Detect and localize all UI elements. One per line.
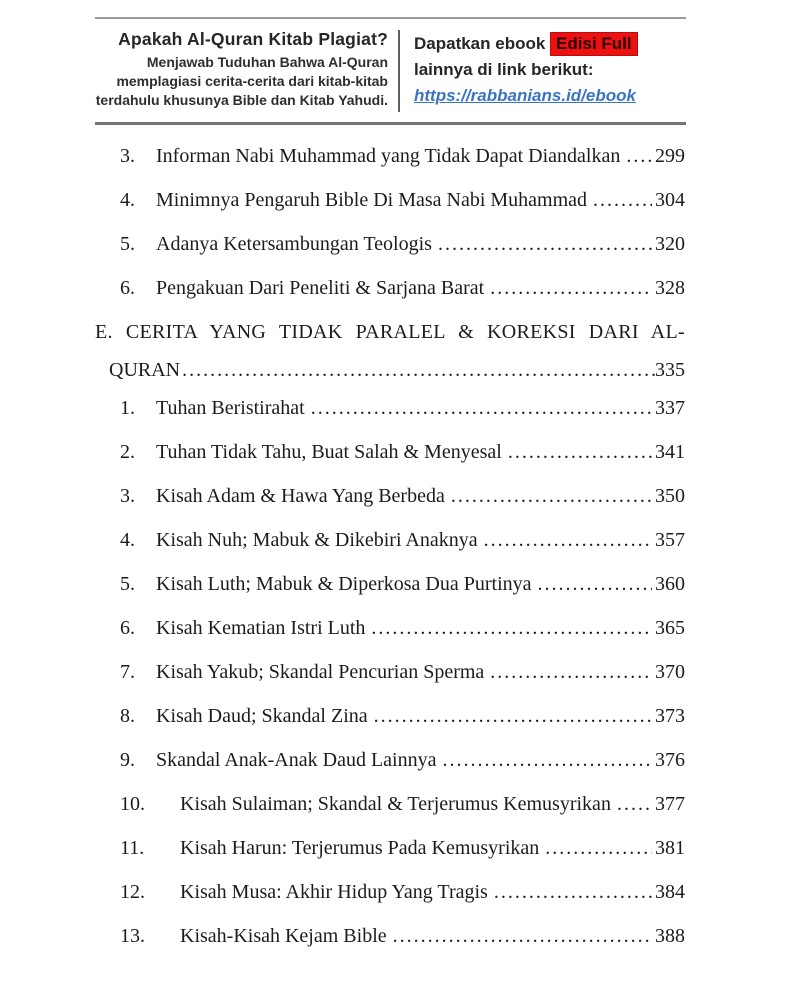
toc-entry [95, 794, 685, 815]
ebook-link[interactable]: https://rabbanians.id/ebook [414, 86, 636, 105]
ebook-promo-block [400, 19, 686, 122]
toc-entry-page: 357 [655, 529, 685, 551]
dot-leader [311, 398, 652, 419]
toc-entry-title: Kisah Nuh; Mabuk & Dikebiri Anaknya [156, 529, 478, 551]
toc-entry-title: Minimnya Pengaruh Bible Di Masa Nabi Muhammad [156, 189, 588, 211]
toc-section-line1: E. CERITA YANG TIDAK PARALEL & KOREKSI DARI AL- [95, 321, 685, 343]
toc-list [95, 146, 685, 970]
toc-entry-number: 13. [120, 925, 145, 947]
toc-entry-page: 370 [655, 661, 685, 683]
dot-leader [484, 530, 652, 551]
toc-entry-title: Kisah Yakub; Skandal Pencurian Sperma [156, 661, 485, 683]
book-info-block [95, 19, 398, 122]
toc-entry-page: 304 [655, 189, 685, 211]
toc-entry-title: Kisah Musa: Akhir Hidup Yang Tragis [180, 881, 488, 903]
dot-leader [451, 486, 652, 507]
toc-entry [95, 278, 685, 299]
toc-entry [95, 146, 685, 167]
toc-entry-page: 381 [655, 837, 685, 859]
dot-leader [538, 574, 653, 595]
toc-entry-number: 5. [120, 233, 135, 255]
toc-section-page: 335 [655, 359, 685, 381]
toc-entry [95, 442, 685, 463]
toc-entry [95, 486, 685, 507]
toc-entry-page: 299 [655, 145, 685, 167]
toc-entry [95, 662, 685, 683]
toc-entry-page: 360 [655, 573, 685, 595]
toc-entry-title: Kisah-Kisah Kejam Bible [180, 925, 387, 947]
toc-entry [95, 398, 685, 419]
toc-entry [95, 706, 685, 727]
toc-entry-title: Tuhan Beristirahat [156, 397, 305, 419]
toc-entry-title: Informan Nabi Muhammad yang Tidak Dapat Diandalkan [156, 145, 621, 167]
book-subtitle-line-1: Menjawab Tuduhan Bahwa Al-Quran [146, 54, 388, 70]
toc-entry [95, 530, 685, 551]
toc-entry-title: Kisah Adam & Hawa Yang Berbeda [156, 485, 445, 507]
toc-entry-number: 3. [120, 485, 135, 507]
toc-entry [95, 618, 685, 639]
toc-entry-title: Kisah Daud; Skandal Zina [156, 705, 368, 727]
toc-entry-title: Kisah Luth; Mabuk & Diperkosa Dua Purtinya [156, 573, 532, 595]
dot-leader [494, 882, 652, 903]
toc-entry [95, 750, 685, 771]
toc-entry-number: 6. [120, 617, 135, 639]
toc-entry-page: 376 [655, 749, 685, 771]
toc-entry [95, 190, 685, 211]
toc-entry-page: 384 [655, 881, 685, 903]
toc-entry-page: 373 [655, 705, 685, 727]
toc-entry [95, 838, 685, 859]
toc-entry-number: 2. [120, 441, 135, 463]
toc-entry-number: 6. [120, 277, 135, 299]
book-subtitle-line-2: memplagiasi cerita-cerita dari kitab-kitab [116, 73, 388, 89]
toc-entry-title: Kisah Sulaiman; Skandal & Terjerumus Kemusyrikan [180, 793, 611, 815]
toc-entry-number: 4. [120, 189, 135, 211]
toc-entry-title: Adanya Ketersambungan Teologis [156, 233, 432, 255]
dot-leader [508, 442, 652, 463]
book-subtitle-line-3: terdahulu khusunya Bible dan Kitab Yahudi. [95, 92, 388, 108]
toc-entry-title: Kisah Kematian Istri Luth [156, 617, 366, 639]
promo-line-1 [414, 31, 686, 57]
toc-entry-number: 12. [120, 881, 145, 903]
toc-entry-page: 337 [655, 397, 685, 419]
toc-entry-page: 350 [655, 485, 685, 507]
dot-leader [617, 794, 652, 815]
dot-leader [371, 618, 652, 639]
dot-leader [490, 278, 652, 299]
toc-entry-page: 341 [655, 441, 685, 463]
toc-entry-page: 328 [655, 277, 685, 299]
toc-entry-number: 1. [120, 397, 135, 419]
toc-section-line2-row [95, 360, 685, 381]
toc-entry [95, 926, 685, 947]
toc-entry-number: 5. [120, 573, 135, 595]
toc-entry-page: 377 [655, 793, 685, 815]
toc-entry [95, 234, 685, 255]
dot-leader [182, 360, 655, 381]
toc-entry-title: Skandal Anak-Anak Daud Lainnya [156, 749, 437, 771]
toc-section-heading [95, 322, 685, 381]
toc-entry-number: 8. [120, 705, 135, 727]
promo-line-2: lainnya di link berikut: [414, 60, 594, 79]
dot-leader [442, 750, 652, 771]
toc-entry-number: 11. [120, 837, 145, 859]
book-title: Apakah Al-Quran Kitab Plagiat? [118, 29, 388, 49]
toc-entry-number: 7. [120, 661, 135, 683]
edisi-full-highlight: Edisi Full [550, 32, 638, 56]
toc-entry-page: 365 [655, 617, 685, 639]
toc-section-title2: QURAN [109, 359, 181, 381]
dot-leader [438, 234, 652, 255]
header-banner [95, 17, 686, 125]
toc-entry-title: Kisah Harun: Terjerumus Pada Kemusyrikan [180, 837, 540, 859]
dot-leader [545, 838, 652, 859]
toc-entry [95, 574, 685, 595]
toc-entry-page: 388 [655, 925, 685, 947]
toc-entry-title: Tuhan Tidak Tahu, Buat Salah & Menyesal [156, 441, 502, 463]
dot-leader [593, 190, 652, 211]
toc-entry-number: 4. [120, 529, 135, 551]
toc-entry-number: 9. [120, 749, 135, 771]
promo-line-1-text: Dapatkan ebook [414, 34, 546, 53]
toc-entry-number: 3. [120, 145, 135, 167]
toc-entry-title: Pengakuan Dari Peneliti & Sarjana Barat [156, 277, 485, 299]
toc-entry-page: 320 [655, 233, 685, 255]
dot-leader [626, 146, 652, 167]
toc-entry [95, 882, 685, 903]
dot-leader [490, 662, 652, 683]
toc-entry-number: 10. [120, 793, 145, 815]
dot-leader [393, 926, 652, 947]
dot-leader [374, 706, 652, 727]
